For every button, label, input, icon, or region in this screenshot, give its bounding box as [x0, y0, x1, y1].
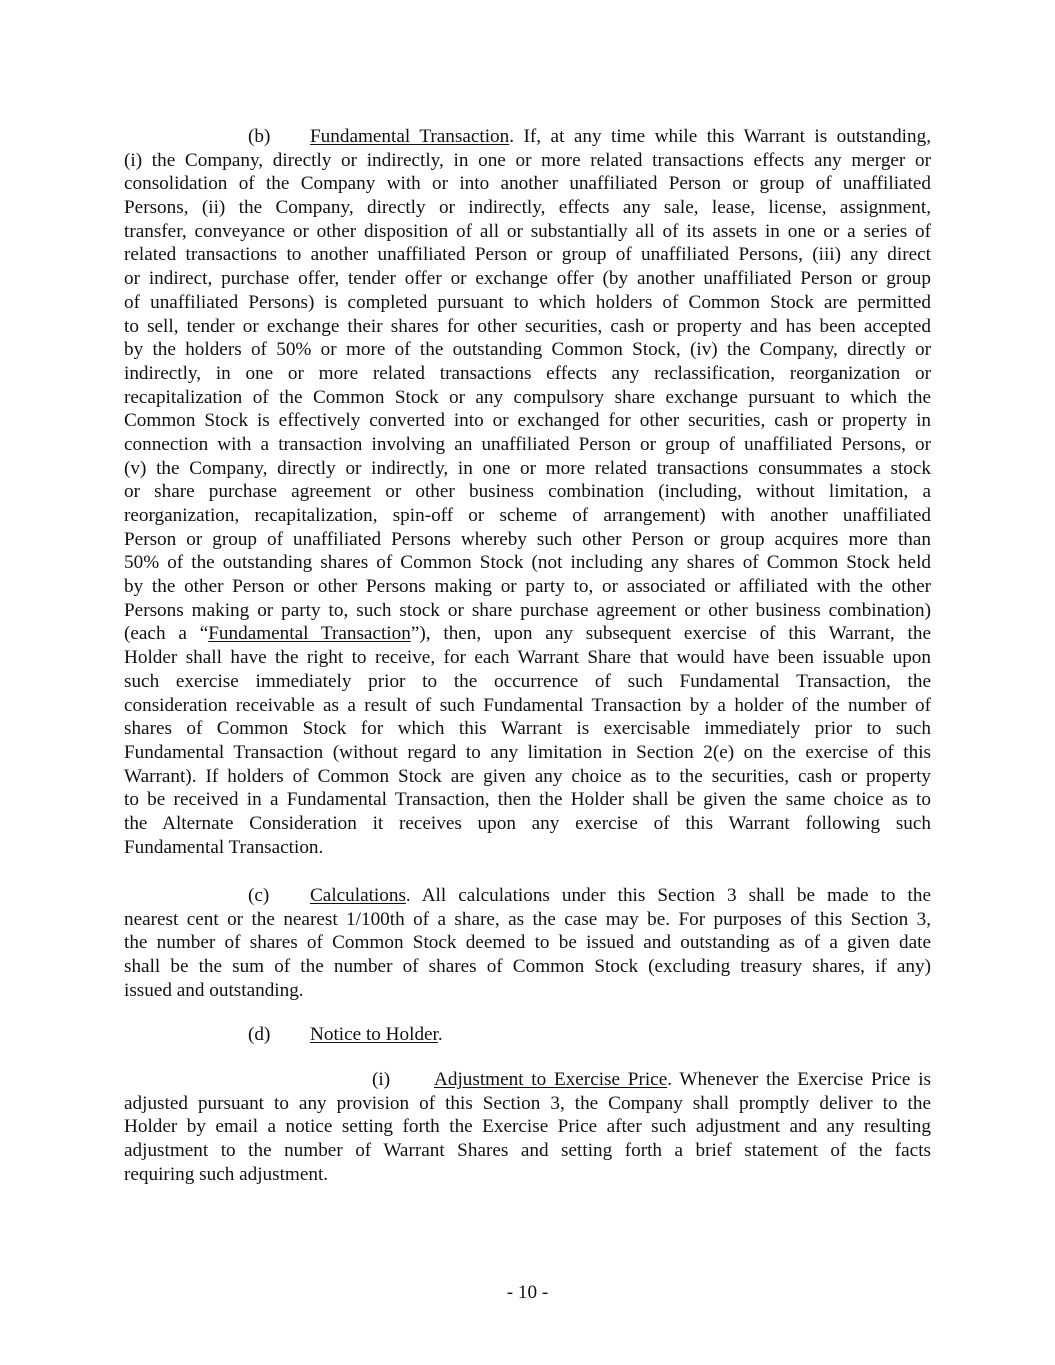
- text-line: indirectly, in one or more related transactions effects any reclassification, reorganization or: [124, 362, 931, 384]
- text-line: adjusted pursuant to any provision of this Section 3, the Company shall promptly deliver to the: [124, 1092, 931, 1114]
- section-d-heading: [124, 1023, 931, 1047]
- section-c-first-line: [124, 884, 931, 908]
- page-number: - 10 -: [506, 1282, 549, 1303]
- defined-term: Fundamental Transaction: [208, 623, 411, 645]
- section-d-i-first-line-text: . Whenever the Exercise Price is: [667, 1069, 931, 1090]
- text-line: 50% of the outstanding shares of Common Stock (not including any shares of Common Stock held: [124, 552, 931, 574]
- text-line: or share purchase agreement or other business combination (including, without limitation, a: [124, 481, 931, 503]
- text-line: consideration receivable as a result of such Fundamental Transaction by a holder of the number of: [124, 694, 931, 716]
- text-line: the Alternate Consideration it receives upon any exercise of this Warrant following such: [124, 812, 931, 834]
- section-b-first-line: [124, 125, 931, 149]
- section-c-first-line-text: . All calculations under this Section 3 shall be made to the: [405, 885, 931, 906]
- section-b-first-line-text: . If, at any time while this Warrant is outstanding,: [509, 126, 931, 147]
- text-line: Warrant). If holders of Common Stock are given any choice as to the securities, cash or property: [124, 765, 931, 787]
- text-line: the number of shares of Common Stock deemed to be issued and outstanding as of a given date: [124, 932, 931, 954]
- text-line: related transactions to another unaffiliated Person or group of unaffiliated Persons, (iii) any direct: [124, 244, 931, 266]
- text-line: (v) the Company, directly or indirectly, in one or more related transactions consummates a stock: [124, 457, 931, 479]
- section-d-label: (d): [248, 1024, 271, 1045]
- text-line: Persons, (ii) the Company, directly or indirectly, effects any sale, lease, license, assignment,: [124, 197, 931, 219]
- text-line: or indirect, purchase offer, tender offer or exchange offer (by another unaffiliated Person or group: [124, 268, 931, 290]
- section-d-i-first-line: [124, 1068, 931, 1092]
- section-b-title: Fundamental Transaction: [310, 126, 510, 147]
- section-d-title: Notice to Holder: [310, 1024, 438, 1045]
- text-line: reorganization, recapitalization, spin-off or scheme of arrangement) with another unaffiliated: [124, 505, 931, 526]
- section-b-paragraph: [124, 125, 931, 859]
- section-d-i-paragraph: [124, 1068, 931, 1186]
- text-line: shall be the sum of the number of shares of Common Stock (excluding treasury shares, if any): [124, 956, 931, 978]
- text-line: (i) the Company, directly or indirectly, in one or more related transactions effects any merger or: [124, 149, 931, 171]
- text-line: to be received in a Fundamental Transaction, then the Holder shall be given the same choice as to: [124, 789, 931, 811]
- text-line: Persons making or party to, such stock or share purchase agreement or other business combination): [124, 599, 931, 621]
- text-line: connection with a transaction involving an unaffiliated Person or group of unaffiliated Persons, or: [124, 433, 931, 455]
- defined-term-prefix: (each a “: [124, 623, 209, 645]
- text-line: Common Stock is effectively converted into or exchanged for other securities, cash or property in: [124, 410, 931, 432]
- section-c-label: (c): [248, 885, 270, 906]
- section-b-label: (b): [248, 126, 271, 147]
- text-line: recapitalization of the Common Stock or any compulsory share exchange pursuant to which the: [124, 386, 931, 408]
- text-line: consolidation of the Company with or into another unaffiliated Person or group of unaffiliated: [124, 173, 931, 195]
- text-line: by the other Person or other Persons making or party to, or associated or affiliated with the other: [124, 576, 931, 598]
- text-line: requiring such adjustment.: [124, 1163, 329, 1185]
- text-line: Fundamental Transaction (without regard to any limitation in Section 2(e) on the exercise of this: [124, 741, 931, 763]
- text-line: Fundamental Transaction.: [124, 836, 324, 858]
- text-line: Holder shall have the right to receive, for each Warrant Share that would have been issuable upon: [124, 647, 931, 669]
- text-line: Person or group of unaffiliated Persons whereby such other Person or group acquires more than: [124, 528, 931, 550]
- text-line: issued and outstanding.: [124, 979, 304, 1001]
- text-line: to sell, tender or exchange their shares for other securities, cash or property and has been accepted: [124, 315, 931, 337]
- section-c-paragraph: [124, 884, 931, 1002]
- section-d-i-label: (i): [372, 1069, 391, 1090]
- text-line: such exercise immediately prior to the occurrence of such Fundamental Transaction, the: [124, 670, 931, 692]
- section-d-i-title: Adjustment to Exercise Price: [434, 1069, 668, 1090]
- text-line: by the holders of 50% or more of the outstanding Common Stock, (iv) the Company, directly or: [124, 339, 931, 361]
- text-line: nearest cent or the nearest 1/100th of a share, as the case may be. For purposes of this Section 3,: [124, 908, 931, 930]
- text-line: of unaffiliated Persons) is completed pursuant to which holders of Common Stock are permitted: [124, 291, 931, 313]
- text-line: transfer, conveyance or other disposition of all or substantially all of its assets in one or a series of: [124, 220, 931, 242]
- text-line: Holder by email a notice setting forth the Exercise Price after such adjustment and any resulting: [124, 1116, 931, 1138]
- text-line: adjustment to the number of Warrant Shares and setting forth a brief statement of the facts: [124, 1140, 931, 1162]
- defined-term-line: [124, 622, 931, 646]
- text-line: shares of Common Stock for which this Warrant is exercisable immediately prior to such: [124, 718, 931, 740]
- section-d-title-suffix: .: [437, 1024, 443, 1045]
- section-c-title: Calculations: [310, 885, 406, 906]
- defined-term-suffix: ”), then, upon any subsequent exercise of this Warrant, the: [410, 623, 931, 645]
